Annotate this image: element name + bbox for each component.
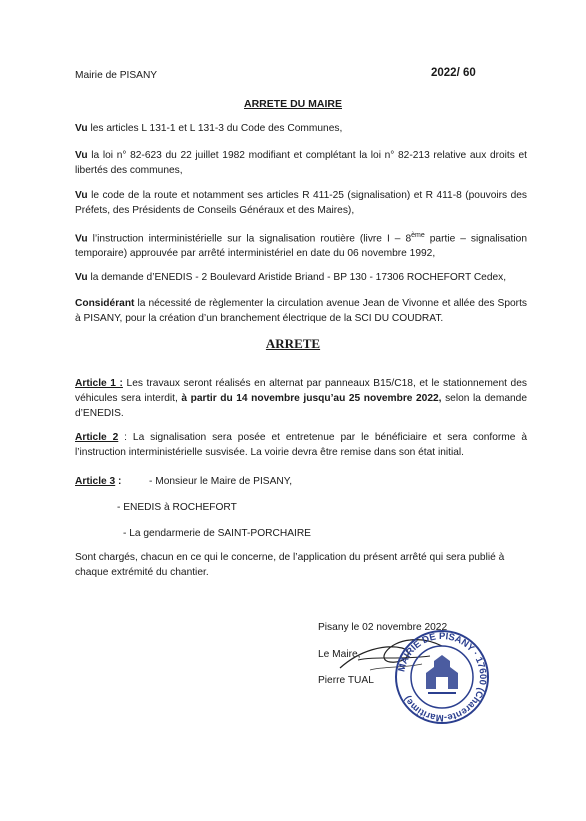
vu-keyword: Vu	[75, 123, 88, 134]
article-3-item: - ENEDIS à ROCHEFORT	[117, 502, 237, 513]
article-text: : La signalisation sera posée et entretenue par le bénéficiaire et sera conforme à l’instruction interministérielle susvisée. La voirie devra être remise dans son état initial.	[75, 432, 528, 458]
article-text: selon la demande d’ENEDIS.	[75, 393, 527, 419]
vu-text: l’instruction interministérielle sur la signalisation routière (livre I – 8	[87, 233, 412, 245]
vu-paragraph-5	[75, 270, 527, 285]
mayor-title: Le Maire,	[318, 649, 361, 660]
official-stamp	[392, 627, 492, 727]
vu-text: la demande d’ENEDIS - 2 Boulevard Aristide Briand - BP 130 - 17306 ROCHEFORT Cedex,	[87, 272, 507, 283]
vu-text: le code de la route et notamment ses articles R 411-25 (signalisation) et R 411-8 (pouvoirs des Préfets, des Présidents de Conseils Généraux et des Maires),	[75, 190, 527, 216]
vu-text: partie – signalisation temporaire) approuvée par arrêté interministériel en date du 06 novembre 1992,	[75, 233, 527, 260]
article-label: Article 1 :	[75, 378, 123, 389]
article-1	[75, 376, 527, 421]
article-label: Article 3	[75, 476, 116, 487]
vu-paragraph-4	[75, 228, 527, 261]
vu-keyword: Vu	[75, 233, 88, 245]
article-colon: :	[115, 476, 122, 487]
vu-keyword: Vu	[75, 190, 88, 201]
vu-text: la loi n° 82-623 du 22 juillet 1982 modifiant et complétant la loi n° 82-213 relative aux droits et libertés des communes,	[75, 150, 527, 176]
considerant-paragraph	[75, 296, 527, 326]
vu-paragraph-2	[75, 148, 527, 178]
article-text: Les travaux seront réalisés en alternat par panneaux B15/C18, et le stationnement des véhicules sera interdit,	[75, 378, 527, 404]
vu-text: les articles L 131-1 et L 131-3 du Code des Communes,	[87, 123, 343, 134]
mairie-name: Mairie de PISANY	[75, 70, 158, 81]
vu-paragraph-1	[75, 121, 527, 136]
article-3-item: - La gendarmerie de SAINT-PORCHAIRE	[123, 528, 311, 539]
superscript: ème	[411, 232, 425, 239]
vu-paragraph-3	[75, 188, 527, 218]
considerant-keyword: Considérant	[75, 298, 135, 309]
article-2	[75, 430, 527, 460]
mayor-name: Pierre TUAL	[318, 675, 374, 686]
vu-keyword: Vu	[75, 150, 88, 161]
considerant-text: la nécessité de règlementer la circulation avenue Jean de Vivonne et allée des Sports à PISANY, pour la création d’un branchement électrique de la SCI DU COUDRAT.	[75, 298, 527, 324]
closing-paragraph: Sont chargés, chacun en ce qui le concerne, de l’application du présent arrêté qui sera publié à chaque extrémité du chantier.	[75, 552, 505, 578]
article-dates: à partir du 14 novembre jusqu’au 25 novembre 2022,	[181, 393, 442, 404]
arrete-heading: ARRETE	[265, 336, 321, 351]
document-title: ARRETE DU MAIRE	[243, 98, 342, 110]
place-date: Pisany le 02 novembre 2022	[318, 622, 448, 633]
svg-text:MAIRIE DE PISANY · 17600 (Char: MAIRIE DE PISANY · 17600 (Charente-Maritime)	[396, 630, 489, 724]
arrete-number: 2022/ 60	[431, 67, 476, 79]
vu-keyword: Vu	[75, 272, 88, 283]
article-label: Article 2	[75, 432, 119, 443]
article-3-label	[75, 474, 121, 489]
article-3-item: - Monsieur le Maire de PISANY,	[149, 476, 293, 487]
